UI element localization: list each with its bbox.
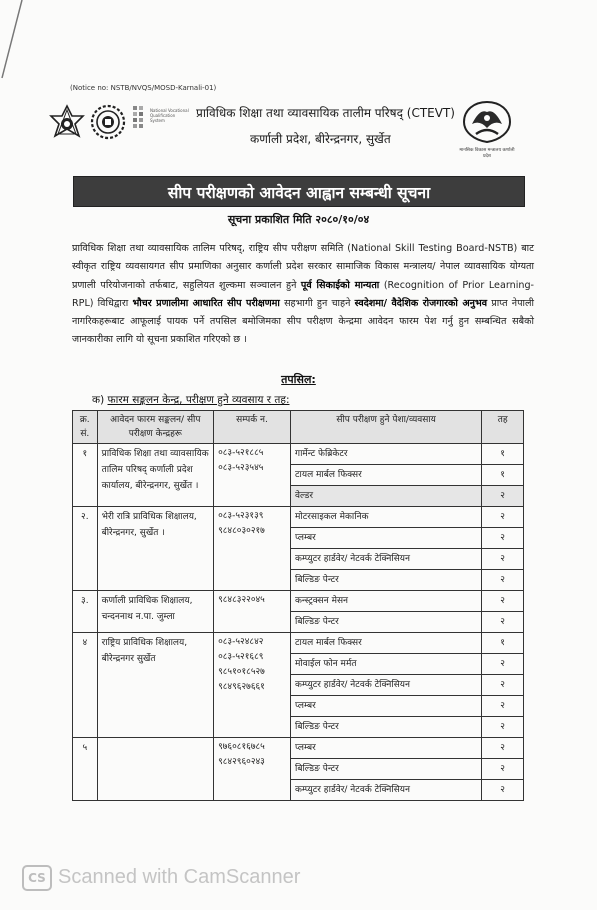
table-row xyxy=(73,444,524,465)
section-prefix: क) xyxy=(92,394,105,406)
organization-address: कर्णाली प्रदेश, बीरेन्द्रनगर, सुर्खेत xyxy=(250,132,391,146)
header-level: तह xyxy=(482,411,524,444)
phone-number: ०८३-५२४८४२ xyxy=(218,637,264,647)
table-body xyxy=(73,444,524,801)
cell-occupation: कम्प्युटर हार्डवेर/ नेटवर्क टेक्निसियन xyxy=(291,675,482,696)
cell-occupation: मोवाईल फोन मर्मत xyxy=(291,654,482,675)
cell-phone xyxy=(214,444,291,507)
cell-occupation: टायल मार्बल फिक्सर xyxy=(291,633,482,654)
cell-sn: ५ xyxy=(73,738,98,801)
header-occupation: सीप परीक्षण हुने पेशा/व्यवसाय xyxy=(291,411,482,444)
notice-title: सीप परीक्षणको आवेदन आह्वान सम्बन्धी सूचना xyxy=(73,176,525,207)
table-header-row xyxy=(73,411,524,444)
phone-number: ०८३-५२३१३९ xyxy=(218,511,264,521)
gear-emblem-icon xyxy=(90,104,126,140)
cell-phone xyxy=(214,633,291,738)
body-text-1: प्राविधिक शिक्षा तथा व्यावसायिक तालिम परिषद्, राष्ट्रिय सीप परीक्षण समिति (National Skill Testing Board-NSTB) बाट स्वीकृत राष्ट्रिय व्यवसायगत सीप प्रमाणिका अनुसार कर्णाली प्रदेश सरकार सामाजिक विकास मन्त्रालय/ नेपाल व्यावसायिक योग्यता प्रणाली परियोजनाको तर्फबाट, सहुलियत शुल्कमा सञ्चालन हुने xyxy=(72,243,534,291)
phone-number: ०८३-५२३५४५ xyxy=(218,463,264,473)
phone-number: ९८४८३२२०४५ xyxy=(218,595,265,605)
cell-phone xyxy=(214,738,291,801)
organization-name: प्राविधिक शिक्षा तथा व्यावसायिक तालीम परिषद् (CTEVT) xyxy=(196,106,455,120)
cell-occupation: बिल्डिङ पेन्टर xyxy=(291,759,482,780)
cell-occupation: गार्मेन्ट फेब्रिकेटर xyxy=(291,444,482,465)
notice-number: (Notice no: NSTB/NVQS/MOSD-Karnali-01) xyxy=(70,84,217,92)
cell-center xyxy=(97,738,213,801)
cell-level: १ xyxy=(482,633,524,654)
cell-occupation: मोटरसाइकल मेकानिक xyxy=(291,507,482,528)
cell-level: २ xyxy=(482,591,524,612)
body-text-2: (Recognition of Prior Learning-RPL) विधिद्वारा xyxy=(72,279,534,309)
cell-occupation: प्लम्बर xyxy=(291,738,482,759)
body-bold-1: पूर्व सिकाईको मान्यता xyxy=(300,279,380,291)
header-center: आवेदन फारम सङ्कलन/ सीप परीक्षण केन्द्रहरू xyxy=(97,411,213,444)
nvqs-logo-icon xyxy=(133,106,149,132)
phone-number: ९७६०८१६७८५ xyxy=(218,742,265,752)
cell-occupation: प्लम्बर xyxy=(291,696,482,717)
body-bold-3: स्वदेशमा/ वैदेशिक रोजगारको अनुभव xyxy=(354,297,488,309)
cell-center: भेरी रात्रि प्राविधिक शिक्षालय, बीरेन्द्रनगर, सुर्खेत । xyxy=(97,507,213,591)
cell-level: २ xyxy=(482,507,524,528)
header-phone: सम्पर्क न. xyxy=(214,411,291,444)
table-row xyxy=(73,633,524,654)
cell-occupation: कम्प्युटर हार्डवेर/ नेटवर्क टेक्निसियन xyxy=(291,780,482,801)
cell-level: २ xyxy=(482,612,524,633)
cell-occupation: बिल्डिङ पेन्टर xyxy=(291,570,482,591)
cell-level: २ xyxy=(482,654,524,675)
cell-phone xyxy=(214,591,291,633)
phone-number: ९८५१०१८५२७ xyxy=(218,667,265,677)
table-row xyxy=(73,507,524,528)
header-sn: क्र. सं. xyxy=(73,411,98,444)
body-bold-2: भौचर प्रणालीमा आधारित सीप परीक्षणमा xyxy=(132,297,280,309)
cell-level: १ xyxy=(482,444,524,465)
cell-sn: ३. xyxy=(73,591,98,633)
camscanner-logo-icon: CS xyxy=(22,865,52,891)
section-heading xyxy=(92,393,290,407)
cell-phone xyxy=(214,507,291,591)
notice-body xyxy=(72,240,534,350)
cell-level: २ xyxy=(482,549,524,570)
ministry-emblem-caption: मानसिक विकास मन्त्रालय कर्णाली प्रदेश xyxy=(459,148,515,159)
cell-level: २ xyxy=(482,570,524,591)
table-row xyxy=(73,738,524,759)
cell-level: १ xyxy=(482,465,524,486)
phone-number: ९८४२९६०२४३ xyxy=(218,757,265,767)
phone-number: ०८३-५२१६८९ xyxy=(218,652,264,662)
cell-occupation: कन्स्ट्रक्सन मेसन xyxy=(291,591,482,612)
body-text-4: प्राप्त नेपाली नागरिकहरूबाट आफूलाई पायक पर्ने तपसिल बमोजिमका सीप परीक्षण केन्द्रमा आवेदन फारम पेश गर्नु हुन सम्बन्धित सबैको जानकारीका लागि यो सूचना प्रकाशित गरिएको छ । xyxy=(72,297,534,346)
cell-level: २ xyxy=(482,717,524,738)
cell-level: २ xyxy=(482,528,524,549)
cell-center: राष्ट्रिय प्राविधिक शिक्षालय, बीरेन्द्रनगर सुर्खेत xyxy=(97,633,213,738)
cell-occupation: कम्प्युटर हार्डवेर/ नेटवर्क टेक्निसियन xyxy=(291,549,482,570)
cell-sn: १ xyxy=(73,444,98,507)
body-text-3: सहभागी हुन चाहने xyxy=(284,297,351,309)
cell-occupation: प्लम्बर xyxy=(291,528,482,549)
scanner-watermark: Scanned with CamScanner xyxy=(58,866,301,888)
cell-occupation: वेल्डर xyxy=(291,486,482,507)
phone-number: ९८४८०३०२१७ xyxy=(218,526,265,536)
cell-level: २ xyxy=(482,486,524,507)
section-label-text: फारम सङ्कलन केन्द्र, परीक्षण हुने व्यवसाय र तह: xyxy=(107,394,290,406)
cell-sn: २. xyxy=(73,507,98,591)
cell-center: कर्णाली प्राविधिक शिक्षालय, चन्दननाथ न.पा. जुम्ला xyxy=(97,591,213,633)
cell-center: प्राविधिक शिक्षा तथा व्यावसायिक तालिम परिषद् कर्णाली प्रदेश कार्यालय, बीरेन्द्रनगर, सुर्खेत । xyxy=(97,444,213,507)
cell-occupation: बिल्डिङ पेन्टर xyxy=(291,717,482,738)
cell-level: २ xyxy=(482,696,524,717)
cell-level: २ xyxy=(482,780,524,801)
cell-level: २ xyxy=(482,675,524,696)
phone-number: ९८४९६२७६६१ xyxy=(218,682,265,692)
cell-occupation: टायल मार्बल फिक्सर xyxy=(291,465,482,486)
test-centers-table xyxy=(72,410,524,801)
table-row xyxy=(73,591,524,612)
ctevt-logo-icon xyxy=(48,104,86,142)
cell-occupation: बिल्डिङ पेन्टर xyxy=(291,612,482,633)
nvqs-caption: National Vocational Qualification System xyxy=(150,108,189,123)
cell-level: २ xyxy=(482,759,524,780)
ministry-emblem-icon xyxy=(456,98,518,148)
tapasil-heading: तपसिल: xyxy=(281,373,316,386)
page-fold-shadow xyxy=(0,0,24,80)
cell-sn: ४ xyxy=(73,633,98,738)
published-date: सूचना प्रकाशित मिति २०८०/१०/०४ xyxy=(227,213,370,226)
phone-number: ०८३-५२१८८५ xyxy=(218,448,264,458)
cell-level: २ xyxy=(482,738,524,759)
